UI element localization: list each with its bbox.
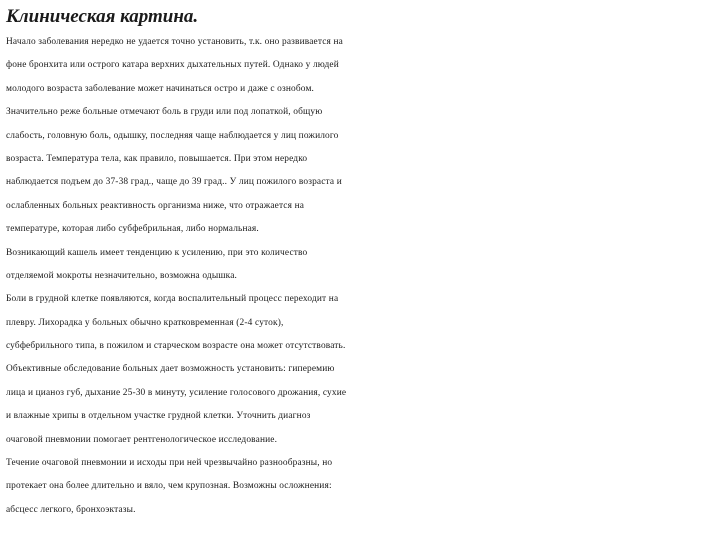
text-line: ослабленных больных реактивность организма ниже, что отражается на (6, 200, 305, 211)
text-line: абсцесс легкого, бронхоэктазы. (6, 504, 136, 515)
text-line: возраста. Температура тела, как правило, повышается. При этом нередко (6, 153, 308, 164)
text-line: Значительно реже больные отмечают боль в груди или под лопаткой, общую (6, 107, 323, 118)
text-line: Начало заболевания нередко не удается точно установить, т.к. оно развивается на (6, 37, 343, 47)
text-line: и влажные хрипы в отдельном участке грудной клетки. Уточнить диагноз (6, 411, 311, 422)
text-line: Объективные обследование больных дает возможность установить: гиперемию (6, 364, 335, 375)
text-line: плевру. Лихорадка у больных обычно кратковременная (2-4 суток), (6, 317, 284, 328)
section-title: Клиническая картина. (6, 6, 199, 27)
text-line: протекает она более длительно и вяло, чем крупозная. Возможны осложнения: (6, 481, 332, 492)
text-line: молодого возраста заболевание может начинаться остро и даже с ознобом. (6, 83, 315, 94)
text-line: наблюдается подъем до 37-38 град., чаще до 39 град.. У лиц пожилого возраста и (6, 177, 342, 188)
text-line: Возникающий кашель имеет тенденцию к усилению, при это количество (6, 247, 308, 258)
text-line: фоне бронхита или острого катара верхних дыхательных путей. Однако у людей (6, 60, 339, 71)
text-line: отделяемой мокроты незначительно, возможна одышка. (6, 270, 238, 281)
text-line: лица и цианоз губ, дыхание 25-30 в минуту, усиление голосового дрожания, сухие (6, 387, 347, 398)
text-line: температуре, которая либо субфебрильная, либо нормальная. (6, 224, 259, 235)
text-line: слабость, головную боль, одышку, последняя чаще наблюдается у лиц пожилого (6, 130, 339, 141)
text-line: очаговой пневмонии помогает рентгенологическое исследование. (6, 434, 278, 445)
text-line: субфебрильного типа, в пожилом и старческом возрасте она может отсутствовать. (6, 341, 346, 352)
body-text (6, 31, 720, 522)
text-line: Течение очаговой пневмонии и исходы при ней чрезвычайно разнообразны, но (6, 458, 333, 469)
text-line: Боли в грудной клетке появляются, когда воспалительный процесс переходит на (6, 294, 339, 305)
